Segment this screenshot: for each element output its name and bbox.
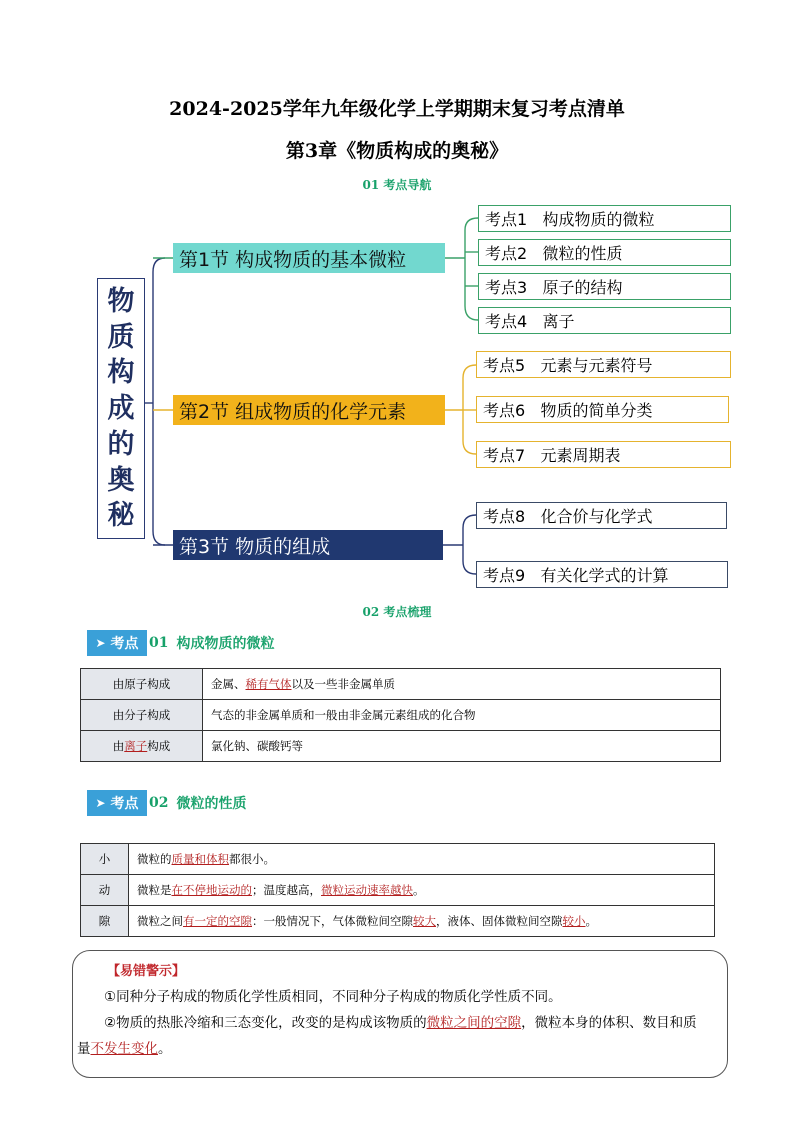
table-row (81, 844, 715, 875)
kaodian-title: 微粒的性质 (176, 796, 247, 812)
document-title: 2024-2025学年九年级化学上学期期末复习考点清单 (169, 98, 625, 120)
kaodian-6-box: 考点6 物质的简单分类 (476, 396, 729, 423)
section-label-review: 02 考点梳理 (362, 605, 432, 619)
root-char: 构 (107, 357, 135, 389)
warning-title: 【易错警示】 (107, 964, 186, 979)
kaodian-8-box: 考点8 化合价与化学式 (476, 502, 727, 529)
row-content: 金属、稀有气体以及一些非金属单质 (203, 669, 721, 700)
table-row (81, 669, 721, 700)
root-char: 物 (107, 285, 135, 317)
arrow-icon: ➤ (95, 796, 106, 810)
section-3-box: 第3节 物质的组成 (173, 530, 443, 560)
kaodian-tag: ➤ 考点 (87, 630, 147, 656)
s3-bracket (463, 515, 476, 574)
table-row (81, 731, 721, 762)
root-char: 秘 (107, 500, 135, 532)
kaodian-02-table (80, 843, 715, 937)
kaodian-tag: ➤ 考点 (87, 790, 147, 816)
mindmap-root (97, 278, 145, 539)
kaodian-3-box: 考点3 原子的结构 (478, 273, 731, 300)
root-char: 质 (107, 321, 135, 353)
table-row (81, 700, 721, 731)
row-content: 微粒之间有一定的空隙：一般情况下，气体微粒间空隙较大，液体、固体微粒间空隙较小。 (129, 906, 715, 937)
warning-line-2: ②物质的热胀冷缩和三态变化，改变的是构成该物质的微粒之间的空隙，微粒本身的体积、数目和质 (104, 1015, 697, 1031)
kaodian-1-box: 考点1 构成物质的微粒 (478, 205, 731, 232)
section-2-box: 第2节 组成物质的化学元素 (173, 395, 445, 425)
warning-line-3: 量不发生变化。 (77, 1041, 172, 1057)
kaodian-9-box: 考点9 有关化学式的计算 (476, 561, 728, 588)
row-content: 微粒的质量和体积都很小。 (129, 844, 715, 875)
kaodian-number: 01 (149, 635, 169, 651)
row-head: 隙 (81, 906, 129, 937)
kaodian-title: 构成物质的微粒 (176, 636, 275, 652)
kaodian-number: 02 (149, 795, 169, 811)
arrow-icon: ➤ (95, 636, 106, 650)
table-row (81, 875, 715, 906)
kaodian-01-table (80, 668, 721, 762)
kaodian-5-box: 考点5 元素与元素符号 (476, 351, 731, 378)
row-head: 动 (81, 875, 129, 906)
kaodian-01-heading (87, 630, 274, 656)
row-content: 气态的非金属单质和一般由非金属元素组成的化合物 (203, 700, 721, 731)
row-content: 氯化钠、碳酸钙等 (203, 731, 721, 762)
row-head: 由分子构成 (81, 700, 203, 731)
s1-bracket (465, 218, 478, 320)
kaodian-02-heading (87, 790, 246, 816)
row-head: 由原子构成 (81, 669, 203, 700)
section-label-navigation: 01 考点导航 (362, 178, 432, 192)
root-char: 奥 (107, 464, 135, 496)
kaodian-2-box: 考点2 微粒的性质 (478, 239, 731, 266)
warning-line-1: ①同种分子构成的物质化学性质相同，不同种分子构成的物质化学性质不同。 (104, 989, 562, 1005)
section-1-box: 第1节 构成物质的基本微粒 (173, 243, 445, 273)
kaodian-7-box: 考点7 元素周期表 (476, 441, 731, 468)
row-head: 小 (81, 844, 129, 875)
kaodian-4-box: 考点4 离子 (478, 307, 731, 334)
chapter-title: 第3章《物质构成的奥秘》 (285, 140, 509, 162)
root-char: 的 (107, 428, 135, 460)
table-row (81, 906, 715, 937)
row-content: 微粒是在不停地运动的；温度越高，微粒运动速率越快。 (129, 875, 715, 906)
root-bracket (153, 258, 165, 545)
row-head: 由离子构成 (81, 731, 203, 762)
root-char: 成 (107, 393, 135, 424)
